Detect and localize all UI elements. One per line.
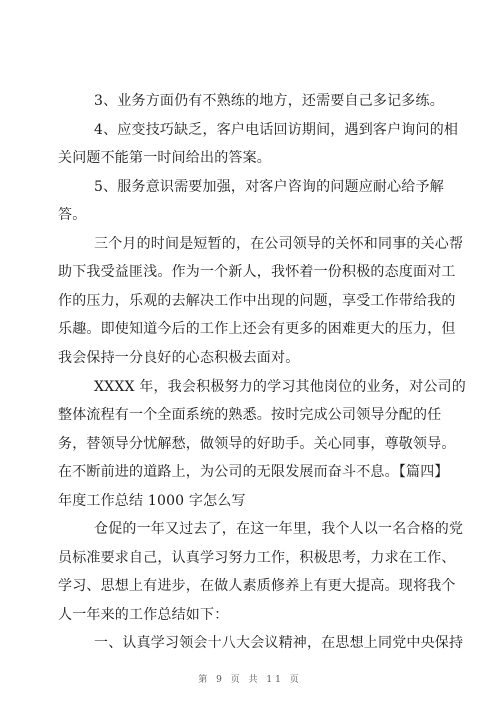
text-line: 务，替领导分忧解愁，做领导的好助手。关心同事，尊敬领导。 bbox=[58, 436, 456, 452]
text-line: 学习、思想上有进步，在做人素质修养上有更大提高。现将我个 bbox=[58, 578, 456, 594]
text-line: 助下我受益匪浅。作为一个新人，我怀着一份积极的态度面对工 bbox=[58, 264, 456, 280]
text-line: 作的压力，乐观的去解决工作中出现的问题，享受工作带给我的 bbox=[58, 293, 456, 309]
text-line: 3、业务方面仍有不熟练的地方，还需要自己多记多练。 bbox=[94, 93, 444, 109]
text-line: 人一年来的工作总结如下： bbox=[58, 607, 229, 623]
text-line: 一、认真学习领会十八大会议精神，在思想上同党中央保持 bbox=[94, 635, 464, 651]
text-line: 乐趣。即使知道今后的工作上还会有更多的困难更大的压力，但 bbox=[58, 321, 456, 337]
text-line: 答。 bbox=[58, 207, 87, 223]
text-line: 三个月的时间是短暂的，在公司领导的关怀和同事的关心帮 bbox=[94, 236, 464, 252]
text-line: 员标准要求自己，认真学习努力工作，积极思考，力求在工作、 bbox=[58, 550, 456, 566]
text-line: 关问题不能第一时间给出的答案。 bbox=[58, 150, 271, 166]
text-line: 在不断前进的道路上，为公司的无限发展而奋斗不息。【篇四】 bbox=[58, 464, 449, 480]
page-footer: 第 9 页 共 11 页 bbox=[198, 675, 302, 685]
text-line: 仓促的一年又过去了，在这一年里，我个人以一名合格的党 bbox=[94, 521, 464, 537]
text-line: XXXX 年，我会积极努力的学习其他岗位的业务，对公司的 bbox=[94, 379, 466, 395]
text-line: 5、服务意识需要加强，对客户咨询的问题应耐心给予解 bbox=[94, 179, 444, 195]
text-line: 年度工作总结 1000 字怎么写 bbox=[58, 493, 246, 509]
text-line: 整体流程有一个全面系统的熟悉。按时完成公司领导分配的任 bbox=[58, 407, 442, 423]
text-line: 4、应变技巧缺乏，客户电话回访期间，遇到客户询问的相 bbox=[94, 122, 459, 138]
text-line: 我会保持一分良好的心态积极去面对。 bbox=[58, 350, 300, 366]
